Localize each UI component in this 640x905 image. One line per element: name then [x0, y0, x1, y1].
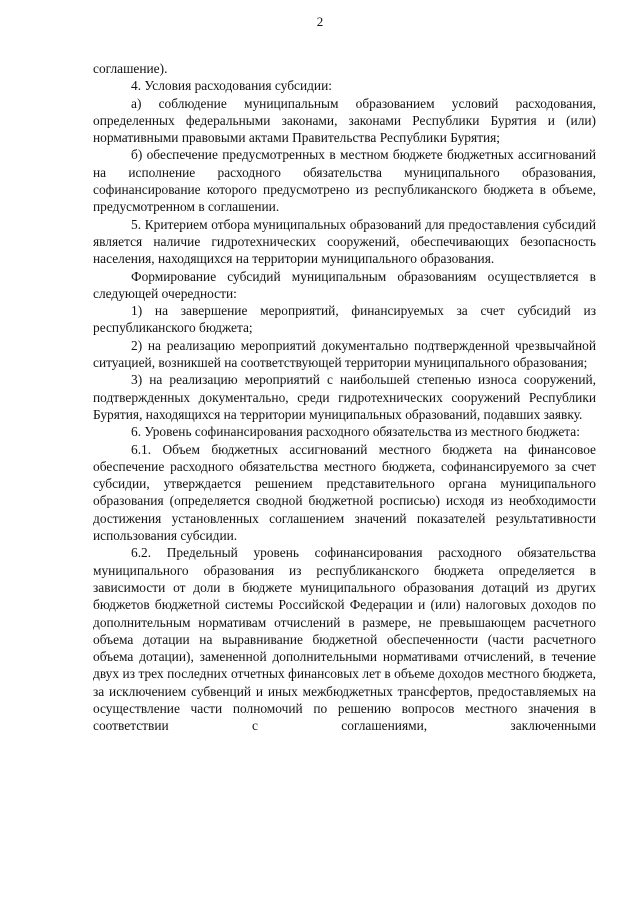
paragraph-continuation: соглашение).	[93, 61, 168, 76]
paragraph-item-4a: а) соблюдение муниципальным образованием условий расходования, определенных федеральными законами, законами Республики Бурятия и (или) нормативными правовыми актами Правительства Республики Бурятия;	[93, 95, 596, 146]
paragraph-priority-2: 2) на реализацию мероприятий документально подтвержденной чрезвычайной ситуацией, возникшей на соответствующей территории муниципального образования;	[93, 337, 596, 371]
paragraph-item-4: 4. Условия расходования субсидии:	[131, 78, 332, 94]
paragraph-formation: Формирование субсидий муниципальным образованиям осуществляется в следующей очередности:	[93, 268, 596, 301]
paragraph-item-6-2: 6.2. Предельный уровень софинансирования расходного обязательства муниципального образования из республиканского бюджета определяется в зависимости от доли в бюджете муниципального образования дотаций из других бюджетов бюджетной системы Российской Федерации и (или) налоговых доходов по дополнительным нормативам отчислений в размере, не превышающем расчетного объема дотации на выравнивание бюджетной обеспеченности (части расчетного объема дотации), замененной дополнительными нормативами отчислений, в течение двух из трех последних отчетных финансовых лет в объеме доходов местного бюджета, за исключением субвенций и иных межбюджетных трансфертов, предоставляемых на осуществление части полномочий по решению вопросов местного значения в соответствии с соглашениями, заключенными	[93, 545, 596, 734]
paragraph-item-4b: б) обеспечение предусмотренных в местном бюджете бюджетных ассигнований на исполнение расходного обязательства муниципального образования, софинансирование которого предусмотрено из республиканского бюджета в объеме, предусмотренном в соглашении.	[93, 147, 596, 215]
paragraph-priority-1: 1) на завершение мероприятий, финансируемых за счет субсидий из республиканского бюджета;	[93, 303, 596, 336]
paragraph-item-6-1: 6.1. Объем бюджетных ассигнований местного бюджета на финансовое обеспечение расходного обязательства местного бюджета, софинансируемого за счет субсидии, утверждается решением представительного органа муниципального образования (определяется сводной бюджетной росписью) исходя из необходимости достижения установленных соглашением значений показателей результативности использования субсидии.	[93, 441, 596, 544]
page-number: 2	[316, 14, 324, 29]
document-body	[93, 60, 596, 735]
paragraph-item-6: 6. Уровень софинансирования расходного обязательства из местного бюджета:	[131, 424, 580, 440]
paragraph-item-5: 5. Критерием отбора муниципальных образований для предоставления субсидий является наличие гидротехнических сооружений, обеспечивающих безопасность населения, находящихся на территории муниципального образования.	[93, 216, 596, 267]
paragraph-priority-3: 3) на реализацию мероприятий с наибольшей степенью износа сооружений, подтвержденных документально, среди гидротехнических сооружений Республики Бурятия, находящихся на территории муниципальных образований, подавших заявку.	[93, 372, 596, 422]
